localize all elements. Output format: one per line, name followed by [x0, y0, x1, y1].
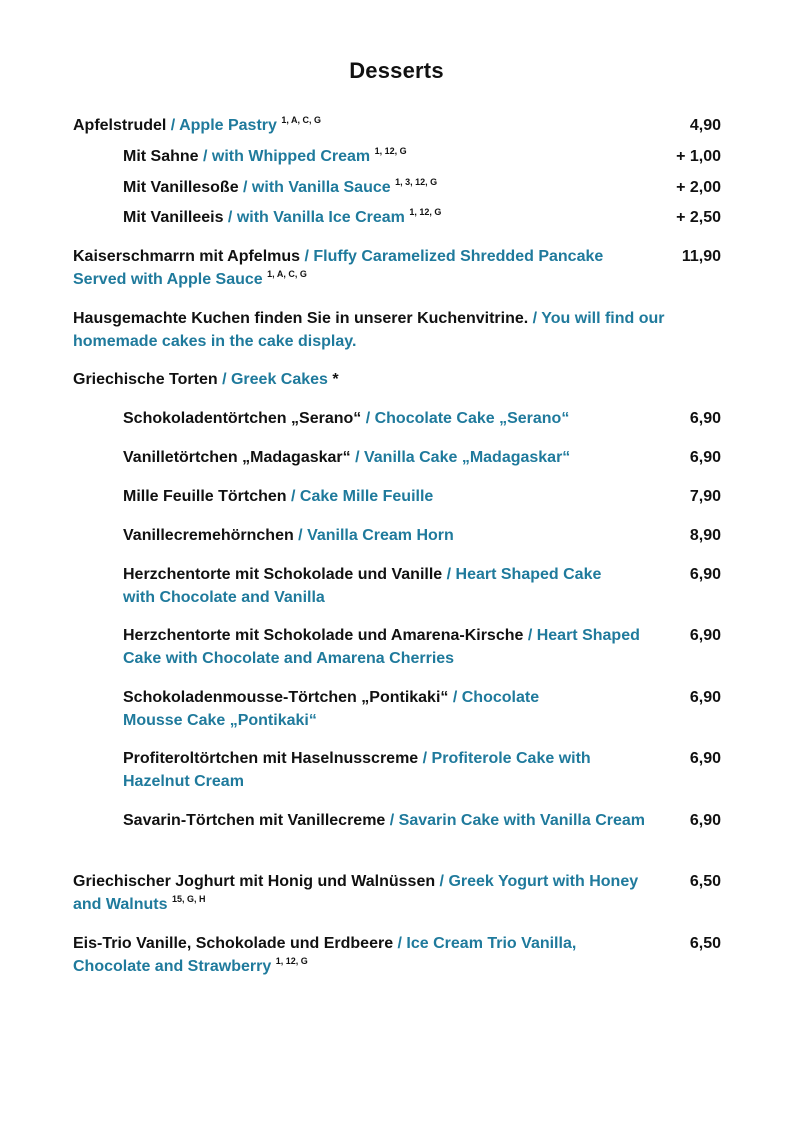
menu-addon-whipped-cream — [73, 145, 721, 168]
menu-item-vanilla-cream-horn — [73, 524, 721, 547]
item-description — [73, 563, 618, 609]
item-name-de: Schokoladenmousse-Törtchen „Pontikaki“ — [123, 689, 449, 706]
item-description — [73, 446, 653, 469]
item-price: 6,90 — [689, 627, 721, 644]
asterisk-marker: * — [327, 371, 339, 388]
item-price: + 2,50 — [676, 209, 721, 226]
item-description — [73, 809, 658, 832]
item-price: 11,90 — [681, 248, 721, 265]
menu-addon-vanilla-sauce — [73, 176, 721, 199]
item-name-en: / Chocolate Mousse Cake „Pontikaki“ — [123, 689, 540, 729]
item-price: 6,50 — [689, 873, 721, 890]
item-description — [73, 407, 653, 430]
menu-addon-vanilla-ice-cream — [73, 206, 721, 229]
note-de: Hausgemachte Kuchen finden Sie in unserer Kuchenvitrine. — [73, 310, 529, 327]
item-price: 6,90 — [689, 410, 721, 427]
item-name-en: / Chocolate Cake „Serano“ — [361, 410, 570, 427]
item-price: + 2,00 — [676, 179, 721, 196]
menu-item-pontikaki — [73, 686, 721, 732]
item-description — [73, 368, 658, 391]
item-name-de: Mit Sahne — [123, 148, 199, 165]
item-description — [73, 114, 658, 137]
allergen-codes: 1, 12, G — [409, 207, 442, 217]
item-name-en: / with Whipped Cream — [198, 148, 371, 165]
item-name-en: / Profiterole Cake with Hazelnut Cream — [123, 750, 591, 790]
page-title: Desserts — [349, 58, 444, 83]
item-price: 6,90 — [689, 449, 721, 466]
allergen-codes: 1, 12, G — [275, 956, 308, 966]
item-name-en: / Greek Yogurt with Honey and Walnuts — [73, 873, 639, 913]
item-name-en: / Savarin Cake with Vanilla Cream — [385, 812, 645, 829]
item-name-de: Herzchentorte mit Schokolade und Vanille — [123, 566, 443, 583]
item-name-de: Profiteroltörtchen mit Haselnusscreme — [123, 750, 419, 767]
item-description — [73, 145, 653, 168]
item-name-en: / Ice Cream Trio Vanilla, Chocolate and Strawberry — [73, 935, 577, 975]
item-name-en: / with Vanilla Sauce — [238, 179, 391, 196]
item-name-en: / Vanilla Cream Horn — [293, 527, 454, 544]
allergen-codes: 1, 12, G — [374, 146, 407, 156]
section-heading-greek-cakes — [73, 368, 721, 391]
item-description — [73, 932, 643, 978]
homemade-cakes-note — [73, 307, 703, 353]
item-price: 4,90 — [689, 117, 721, 134]
allergen-codes: 1, 3, 12, G — [395, 177, 438, 187]
item-price: 6,50 — [689, 935, 721, 952]
item-description — [73, 524, 653, 547]
item-name-de: Griechischer Joghurt mit Honig und Walnüssen — [73, 873, 436, 890]
item-name-de: Schokoladentörtchen „Serano“ — [123, 410, 362, 427]
item-name-en: / Vanilla Cake „Madagaskar“ — [350, 449, 571, 466]
allergen-codes: 1, A, C, G — [281, 115, 322, 125]
item-description — [73, 747, 658, 793]
menu-item-heart-cake-amarena — [73, 624, 721, 670]
item-name-en: / Heart Shaped Cake with Chocolate and Vanilla — [123, 566, 602, 606]
menu-item-mille-feuille — [73, 485, 721, 508]
item-price: 7,90 — [689, 488, 721, 505]
item-name-de: Vanilletörtchen „Madagaskar“ — [123, 449, 351, 466]
item-name-de: Apfelstrudel — [73, 117, 167, 134]
note-en: / You will find our homemade cakes in the cake display. — [73, 310, 665, 350]
item-name-de: Herzchentorte mit Schokolade und Amarena-Kirsche — [123, 627, 524, 644]
item-name-en: / Fluffy Caramelized Shredded Pancake Served with Apple Sauce — [73, 248, 604, 288]
item-name-en: / Apple Pastry — [166, 117, 277, 134]
item-name-de: Mit Vanillesoße — [123, 179, 239, 196]
item-name-de: Savarin-Törtchen mit Vanillecreme — [123, 812, 386, 829]
menu-item-savarin — [73, 809, 721, 832]
item-name-en: / with Vanilla Ice Cream — [223, 209, 405, 226]
menu-item-serano — [73, 407, 721, 430]
item-price: 6,90 — [689, 750, 721, 767]
allergen-codes: 1, A, C, G — [267, 269, 307, 279]
item-name-de: Eis-Trio Vanille, Schokolade und Erdbeere — [73, 935, 394, 952]
menu-item-kaiserschmarrn — [73, 245, 721, 291]
item-description — [73, 176, 653, 199]
menu-item-apfelstrudel — [73, 114, 721, 137]
item-price: 6,90 — [689, 689, 721, 706]
item-price: 6,90 — [689, 812, 721, 829]
item-name-de: Griechische Torten — [73, 371, 218, 388]
menu-item-madagaskar — [73, 446, 721, 469]
item-price: + 1,00 — [676, 148, 721, 165]
item-name-en: / Cake Mille Feuille — [286, 488, 434, 505]
item-name-de: Mille Feuille Törtchen — [123, 488, 287, 505]
item-name-en: / Greek Cakes — [217, 371, 328, 388]
item-description — [73, 485, 653, 508]
menu-item-ice-cream-trio — [73, 932, 721, 978]
item-description — [73, 624, 643, 670]
allergen-codes: 15, G, H — [171, 894, 206, 904]
item-description — [73, 686, 603, 732]
item-name-de: Kaiserschmarrn mit Apfelmus — [73, 248, 301, 265]
item-description — [73, 245, 613, 291]
item-price: 6,90 — [689, 566, 721, 583]
menu-item-heart-cake-vanilla — [73, 563, 721, 609]
item-name-de: Mit Vanilleeis — [123, 209, 224, 226]
item-price: 8,90 — [689, 527, 721, 544]
item-name-de: Vanillecremehörnchen — [123, 527, 294, 544]
item-name-en: / Heart Shaped Cake with Chocolate and Amarena Cherries — [123, 627, 640, 667]
item-description — [73, 206, 653, 229]
menu-item-profiterole — [73, 747, 721, 793]
menu-item-greek-yogurt — [73, 870, 721, 916]
item-description — [73, 870, 648, 916]
